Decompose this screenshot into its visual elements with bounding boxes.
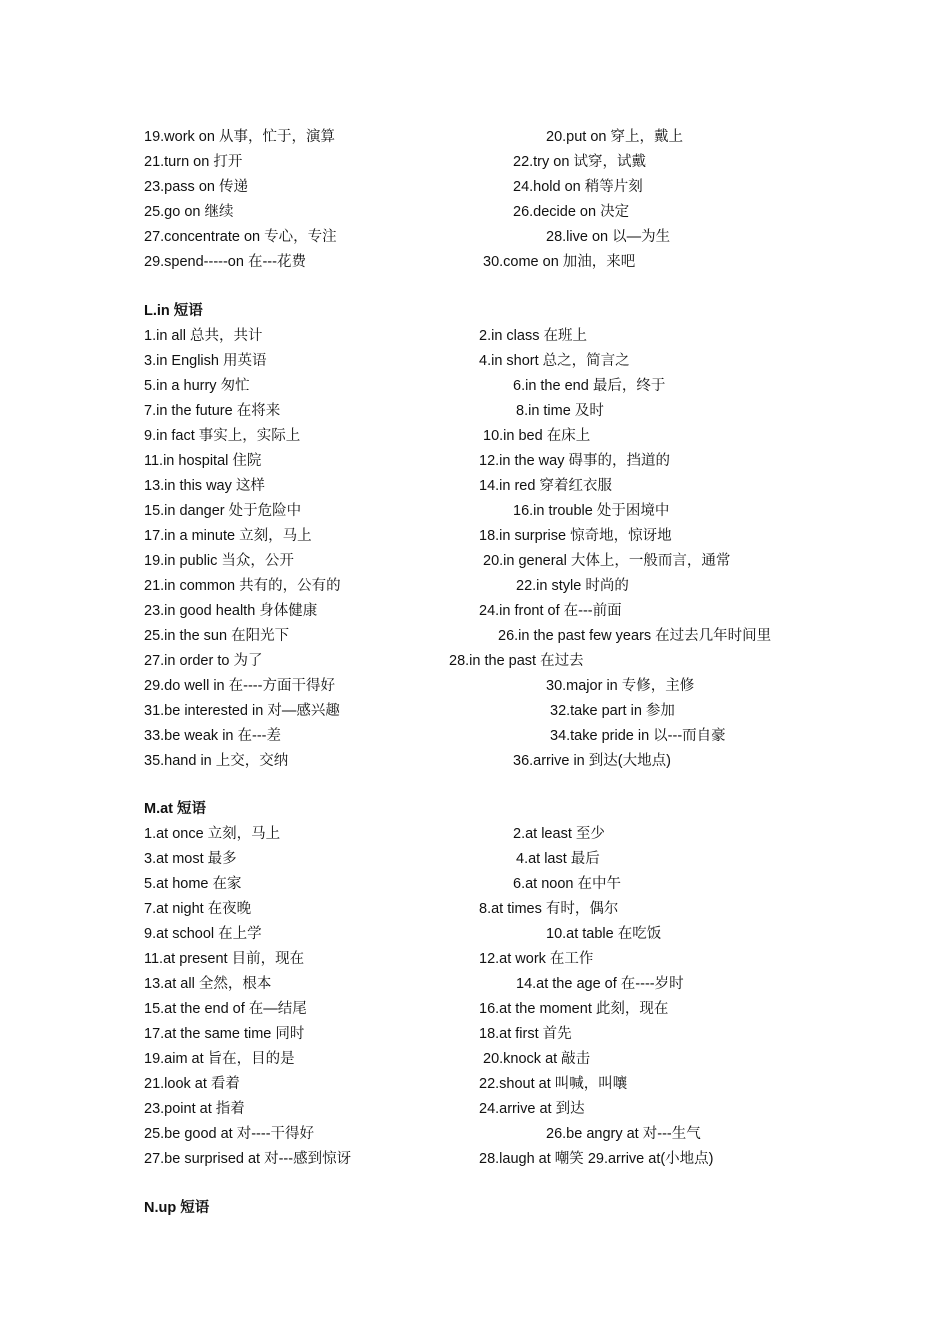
phrase-item: 19.in public 当众，公开	[144, 553, 294, 569]
phrase-item: 29.spend-----on 在---花费	[144, 254, 306, 270]
phrase-item: 8.at times 有时，偶尔	[479, 901, 619, 917]
phrase-item: 10.in bed 在床上	[483, 428, 591, 444]
phrase-item: 14.in red 穿着红衣服	[479, 478, 612, 494]
phrase-item: 24.in front of 在---前面	[479, 603, 622, 619]
phrase-item: 7.in the future 在将来	[144, 403, 281, 419]
phrase-item: 16.in trouble 处于困境中	[513, 503, 670, 519]
phrase-item: 25.go on 继续	[144, 204, 234, 220]
section-heading: N.up 短语	[144, 1200, 210, 1216]
phrase-item: 20.knock at 敲击	[483, 1051, 591, 1067]
phrase-item: 33.be weak in 在---差	[144, 728, 281, 744]
phrase-item: 12.at work 在工作	[479, 951, 594, 967]
phrase-item: 1.at once 立刻，马上	[144, 826, 281, 842]
phrase-item: 27.concentrate on 专心，专注	[144, 229, 337, 245]
phrase-item: 2.in class 在班上	[479, 328, 587, 344]
phrase-item: 20.put on 穿上，戴上	[546, 129, 683, 145]
phrase-item: 26.decide on 决定	[513, 204, 630, 220]
phrase-item: 24.hold on 稍等片刻	[513, 179, 643, 195]
section-heading: L.in 短语	[144, 303, 203, 319]
phrase-item: 2.at least 至少	[513, 826, 605, 842]
phrase-item: 35.hand in 上交，交纳	[144, 753, 289, 769]
phrase-item: 18.at first 首先	[479, 1026, 572, 1042]
phrase-item: 26.in the past few years 在过去几年时间里	[498, 628, 772, 644]
phrase-item: 21.turn on 打开	[144, 154, 243, 170]
phrase-item: 9.in fact 事实上，实际上	[144, 428, 301, 444]
phrase-item: 17.at the same time 同时	[144, 1026, 305, 1042]
phrase-item: 36.arrive in 到达(大地点)	[513, 753, 671, 769]
phrase-item: 3.in English 用英语	[144, 353, 267, 369]
phrase-item: 5.at home 在家	[144, 876, 242, 892]
phrase-item: 3.at most 最多	[144, 851, 237, 867]
phrase-item: 34.take pride in 以---而自豪	[550, 728, 726, 744]
phrase-item: 23.point at 指着	[144, 1101, 245, 1117]
phrase-item: 25.in the sun 在阳光下	[144, 628, 290, 644]
phrase-item: 4.in short 总之，简言之	[479, 353, 630, 369]
phrase-item: 32.take part in 参加	[550, 703, 675, 719]
phrase-item: 22.shout at 叫喊，叫嚷	[479, 1076, 628, 1092]
phrase-item: 23.pass on 传递	[144, 179, 248, 195]
phrase-item: 21.in common 共有的，公有的	[144, 578, 341, 594]
section-heading: M.at 短语	[144, 801, 207, 817]
phrase-item: 12.in the way 碍事的，挡道的	[479, 453, 670, 469]
phrase-item: 18.in surprise 惊奇地，惊讶地	[479, 528, 672, 544]
phrase-item: 7.at night 在夜晚	[144, 901, 252, 917]
phrase-item: 17.in a minute 立刻，马上	[144, 528, 312, 544]
phrase-item: 16.at the moment 此刻，现在	[479, 1001, 669, 1017]
phrase-item: 19.work on 从事，忙于，演算	[144, 129, 335, 145]
phrase-item: 5.in a hurry 匆忙	[144, 378, 250, 394]
phrase-item: 23.in good health 身体健康	[144, 603, 318, 619]
phrase-item: 10.at table 在吃饭	[546, 926, 662, 942]
phrase-item: 30.major in 专修，主修	[546, 678, 695, 694]
phrase-item: 13.in this way 这样	[144, 478, 265, 494]
phrase-item: 30.come on 加油，来吧	[483, 254, 636, 270]
phrase-item: 25.be good at 对----干得好	[144, 1126, 315, 1142]
phrase-item: 28.live on 以—为生	[546, 229, 671, 245]
phrase-item: 31.be interested in 对—感兴趣	[144, 703, 340, 719]
phrase-item: 20.in general 大体上，一般而言，通常	[483, 553, 731, 569]
phrase-item: 13.at all 全然，根本	[144, 976, 272, 992]
phrase-item: 26.be angry at 对---生气	[546, 1126, 701, 1142]
phrase-item: 22.in style 时尚的	[516, 578, 629, 594]
phrase-item: 11.at present 目前，现在	[144, 951, 305, 967]
phrase-item: 11.in hospital 住院	[144, 453, 262, 469]
phrase-item: 27.in order to 为了	[144, 653, 263, 669]
phrase-item: 15.at the end of 在—结尾	[144, 1001, 307, 1017]
phrase-item: 21.look at 看着	[144, 1076, 240, 1092]
phrase-item: 4.at last 最后	[516, 851, 600, 867]
phrase-item: 24.arrive at 到达	[479, 1101, 585, 1117]
phrase-item: 8.in time 及时	[516, 403, 604, 419]
phrase-item: 1.in all 总共，共计	[144, 328, 263, 344]
phrase-item: 22.try on 试穿，试戴	[513, 154, 646, 170]
phrase-item: 29.do well in 在----方面干得好	[144, 678, 335, 694]
phrase-item: 9.at school 在上学	[144, 926, 262, 942]
phrase-item: 6.in the end 最后，终于	[513, 378, 666, 394]
phrase-item: 6.at noon 在中午	[513, 876, 621, 892]
phrase-item: 28.laugh at 嘲笑 29.arrive at(小地点)	[479, 1151, 714, 1167]
phrase-item: 28.in the past 在过去	[449, 653, 584, 669]
phrase-item: 19.aim at 旨在，目的是	[144, 1051, 295, 1067]
phrase-item: 27.be surprised at 对---感到惊讶	[144, 1151, 352, 1167]
phrase-item: 15.in danger 处于危险中	[144, 503, 302, 519]
phrase-item: 14.at the age of 在----岁时	[516, 976, 684, 992]
